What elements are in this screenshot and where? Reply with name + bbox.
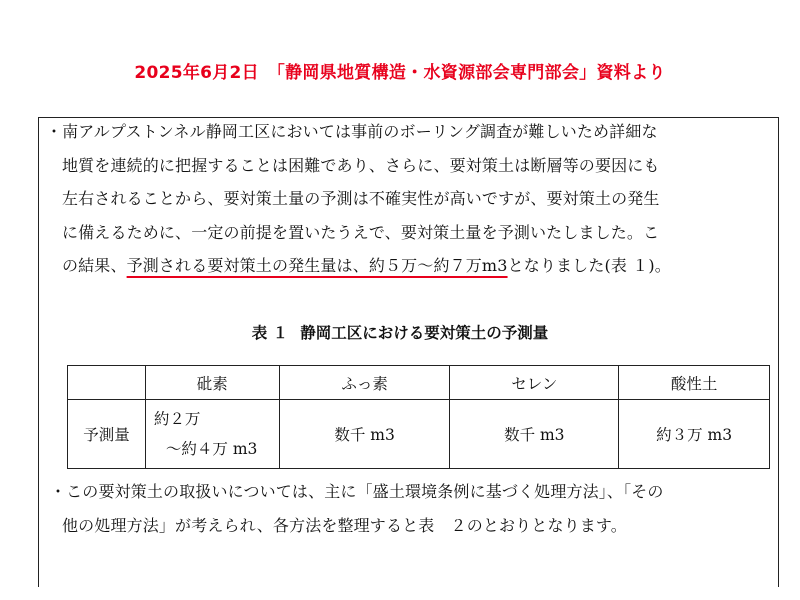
selenium-cell: 数千 m3 (450, 400, 619, 469)
paragraph-handling (50, 475, 664, 542)
paragraph-prediction (46, 115, 671, 283)
acid-soil-cell: 約３万 m3 (619, 400, 770, 469)
paragraph-text: となりました(表 １)。 (507, 256, 671, 275)
table-header-cell: 酸性土 (619, 366, 770, 400)
paragraph-line: 他の処理方法」が考えられ、各方法を整理すると表 ２のとおりとなります。 (62, 515, 627, 535)
arsenic-cell (145, 400, 279, 469)
paragraph-line: ・南アルプストンネル静岡工区においては事前のボーリング調査が難しいため詳細な (46, 122, 658, 141)
table-header-cell (68, 366, 146, 400)
table-caption (0, 321, 800, 343)
page-title: 2025年6月2日 「静岡県地質構造・水資源部会専門部会」資料より (134, 63, 666, 83)
paragraph-line: に備えるために、一定の前提を置いたうえで、要対策土量を予測いたしました。こ (62, 222, 660, 242)
table-header-row (68, 366, 770, 400)
table-title: 静岡工区における要対策土の予測量 (300, 324, 549, 342)
fluorine-cell: 数千 m3 (279, 400, 450, 469)
paragraph-line: ・この要対策土の取扱いについては、主に「盛土環境条例に基づく処理方法」、「その (50, 482, 664, 501)
paragraph-line: 左右されることから、要対策土量の予測は不確実性が高いですが、要対策土の発生 (62, 189, 660, 208)
arsenic-value-line: ～約４万 m3 (165, 440, 258, 458)
table-row (68, 400, 770, 469)
paragraph-text: の結果、 (62, 256, 127, 275)
arsenic-value-line: 約２万 (153, 410, 201, 428)
paragraph-line (46, 249, 671, 283)
table-number: 表 １ (251, 324, 289, 342)
row-label-cell: 予測量 (68, 400, 146, 469)
highlighted-prediction: 予測される要対策土の発生量は、約５万～約７万m3 (126, 256, 508, 275)
prediction-table (67, 365, 770, 469)
table-header-cell: セレン (450, 366, 619, 400)
paragraph-line: 地質を連続的に把握することは困難であり、さらに、要対策土は断層等の要因にも (62, 155, 660, 175)
table-header-cell: 砒素 (145, 366, 279, 400)
table-header-cell: ふっ素 (279, 366, 450, 400)
